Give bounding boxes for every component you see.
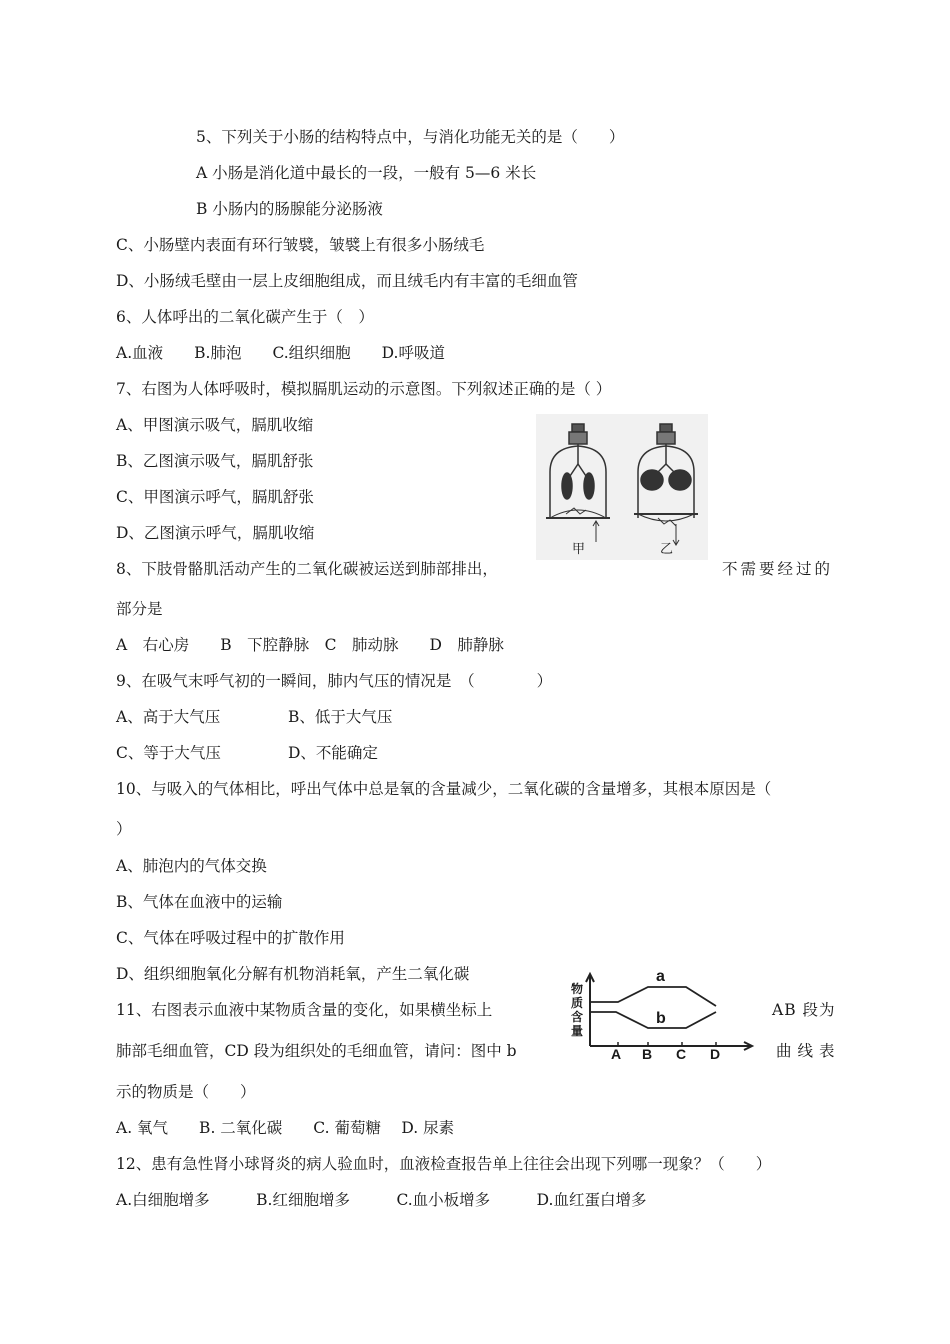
q10-option-d: D、组织细胞氧化分解有机物消耗氧，产生二氧化碳 (116, 965, 470, 983)
q8-stem-right: 不需要经过的 (722, 560, 834, 578)
q9-stem: 9、在吸气末呼气初的一瞬间，肺内气压的情况是 （ ） (116, 672, 553, 690)
diaphragm-model-figure (536, 414, 708, 560)
q7-option-d: D、乙图演示呼气，膈肌收缩 (116, 524, 315, 542)
q10-stem: 10、与吸入的气体相比，呼出气体中总是氧的含量减少，二氧化碳的含量增多，其根本原因是（ (116, 780, 772, 798)
bell-jar-right (634, 424, 698, 545)
figure-label-jia: 甲 (572, 542, 586, 557)
y-axis-label-char: 含 (570, 1010, 583, 1024)
q10-option-b: B、气体在血液中的运输 (116, 893, 283, 911)
q10-option-a: A、肺泡内的气体交换 (116, 857, 267, 875)
q7-stem: 7、右图为人体呼吸时，模拟膈肌运动的示意图。下列叙述正确的是（ ） (116, 380, 612, 398)
q8-stem: 8、下肢骨骼肌活动产生的二氧化碳被运送到肺部排出， (116, 560, 498, 578)
q5-option-a: A 小肠是消化道中最长的一段，一般有 5—6 米长 (196, 164, 537, 182)
q5-option-c: C、小肠壁内表面有环行皱襞，皱襞上有很多小肠绒毛 (116, 236, 485, 254)
q9-option-b: B、低于大气压 (288, 708, 393, 726)
curve-a-label: a (656, 968, 665, 985)
q11-line2: 肺部毛细血管，CD 段为组织处的毛细血管，请问：图中 b (116, 1042, 517, 1060)
q11-options: A. 氧气 B. 二氧化碳 C. 葡萄糖 D. 尿素 (116, 1119, 455, 1137)
y-axis-label-char: 质 (570, 996, 583, 1010)
q6-options: A.血液 B.肺泡 C.组织细胞 D.呼吸道 (116, 344, 445, 362)
blood-substance-figure (556, 968, 756, 1064)
q8-options: A 右心房 B 下腔静脉 C 肺动脉 D 肺静脉 (116, 636, 504, 654)
curve-a (590, 987, 716, 1006)
q11-stem-right: AB 段为 (772, 1001, 836, 1019)
curve-b-label: b (656, 1010, 666, 1027)
figure-label-yi: 乙 (660, 542, 674, 557)
q10-stem-cont: ） (116, 820, 132, 838)
q5-option-d: D、小肠绒毛壁由一层上皮细胞组成，而且绒毛内有丰富的毛细血管 (116, 272, 578, 290)
q10-option-c: C、气体在呼吸过程中的扩散作用 (116, 929, 345, 947)
tick-label-b: B (642, 1046, 653, 1062)
q7-option-c: C、甲图演示呼气，膈肌舒张 (116, 488, 314, 506)
q5-option-b: B 小肠内的肠腺能分泌肠液 (196, 200, 383, 218)
q9-option-c: C、等于大气压 (116, 744, 221, 762)
q9-option-a: A、高于大气压 (116, 708, 221, 726)
q7-option-a: A、甲图演示吸气，膈肌收缩 (116, 416, 314, 434)
q11-line2-right: 曲线表 (776, 1042, 841, 1060)
curve-b (590, 1012, 716, 1028)
tick-label-d: D (710, 1046, 721, 1062)
q7-option-b: B、乙图演示吸气，膈肌舒张 (116, 452, 314, 470)
q11-line3: 示的物质是（ ） (116, 1083, 256, 1101)
q6-stem: 6、人体呼出的二氧化碳产生于（ ） (116, 308, 374, 326)
tick-label-c: C (676, 1046, 687, 1062)
q11-stem: 11、右图表示血液中某物质含量的变化，如果横坐标上 (116, 1001, 493, 1019)
bell-jar-left (546, 424, 610, 542)
y-axis-label (568, 982, 586, 1038)
tick-label-a: A (611, 1046, 622, 1062)
q9-option-d: D、不能确定 (288, 744, 378, 762)
y-axis-label-char: 量 (570, 1024, 583, 1038)
q8-stem-cont: 部分是 (116, 600, 163, 618)
q5-stem: 5、下列关于小肠的结构特点中，与消化功能无关的是（ ） (196, 128, 625, 146)
diaphragm-model-drawing (536, 414, 708, 560)
q12-stem: 12、患有急性肾小球肾炎的病人验血时，血液检查报告单上往往会出现下列哪一现象？（ ） (116, 1155, 772, 1173)
y-axis-label-char: 物 (570, 982, 583, 996)
q12-options: A.白细胞增多 B.红细胞增多 C.血小板增多 D.血红蛋白增多 (116, 1191, 647, 1209)
